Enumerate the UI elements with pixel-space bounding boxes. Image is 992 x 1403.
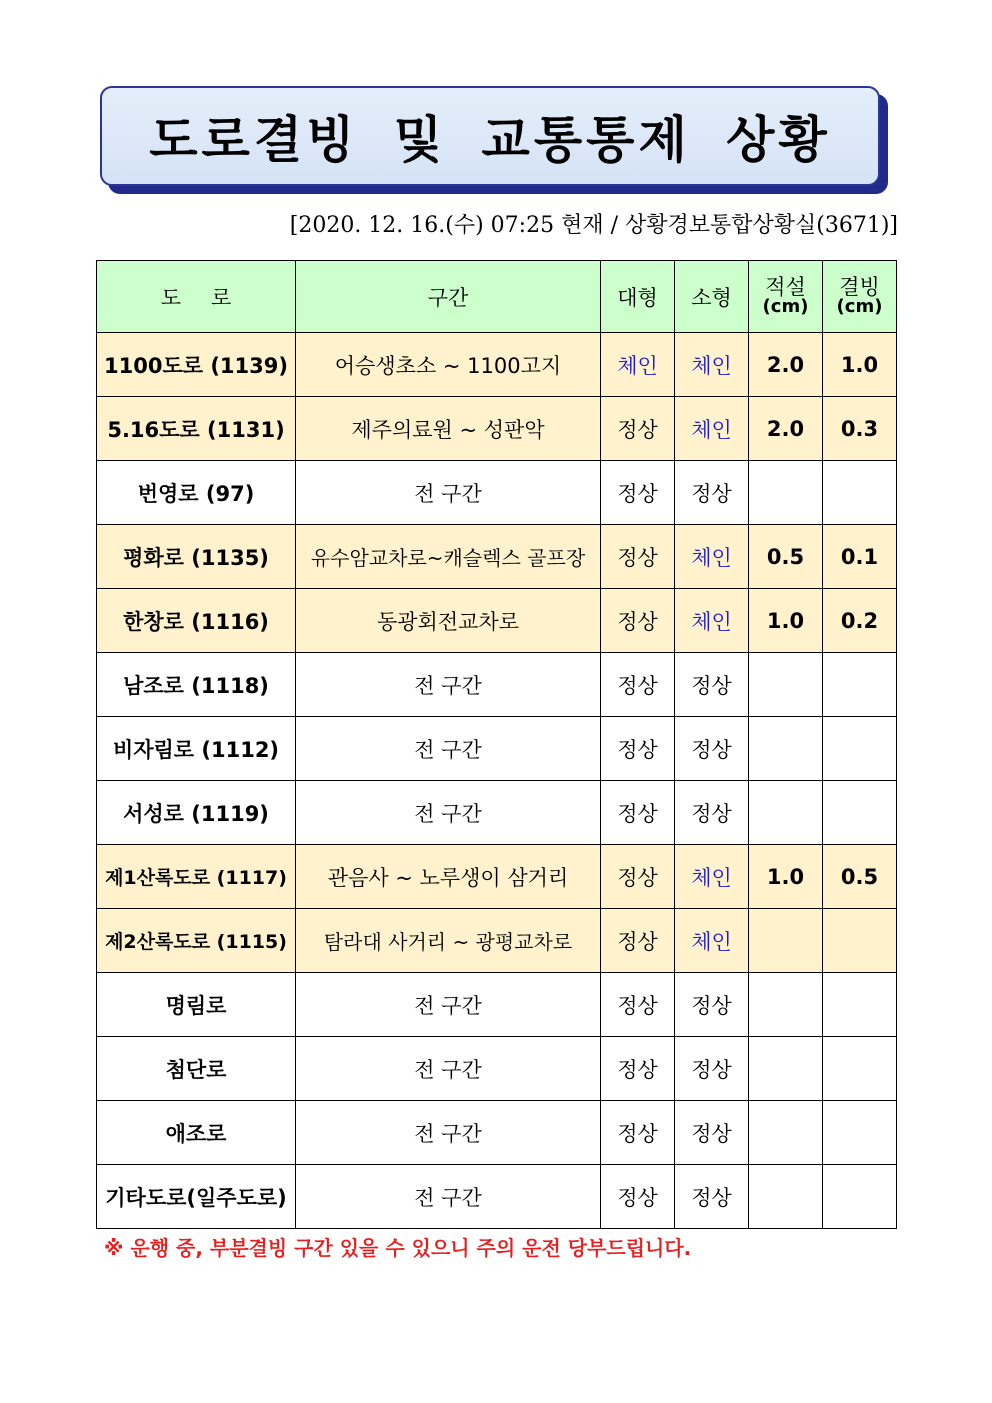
snow-depth	[749, 781, 823, 845]
road-section: 동광회전교차로	[296, 589, 601, 653]
large-vehicle-status: 정상	[601, 845, 675, 909]
table-row	[97, 973, 897, 1037]
road-name: 비자림로 (1112)	[97, 717, 296, 781]
road-name: 기타도로(일주도로)	[97, 1165, 296, 1229]
snow-depth	[749, 1165, 823, 1229]
small-vehicle-status: 정상	[675, 653, 749, 717]
large-vehicle-status: 정상	[601, 909, 675, 973]
small-vehicle-status: 정상	[675, 973, 749, 1037]
snow-depth: 1.0	[749, 845, 823, 909]
road-name: 평화로 (1135)	[97, 525, 296, 589]
large-vehicle-status: 체인	[601, 333, 675, 397]
table-row	[97, 781, 897, 845]
snow-depth	[749, 973, 823, 1037]
table-row	[97, 717, 897, 781]
table-row	[97, 1037, 897, 1101]
road-section: 관음사 ~ 노루생이 삼거리	[296, 845, 601, 909]
small-vehicle-status: 체인	[675, 525, 749, 589]
snow-depth: 2.0	[749, 333, 823, 397]
ice-depth: 1.0	[823, 333, 897, 397]
snow-depth	[749, 461, 823, 525]
snow-depth	[749, 909, 823, 973]
ice-depth	[823, 909, 897, 973]
small-vehicle-status: 정상	[675, 461, 749, 525]
snow-depth	[749, 653, 823, 717]
large-vehicle-status: 정상	[601, 973, 675, 1037]
road-section: 유수암교차로~캐슬렉스 골프장	[296, 525, 601, 589]
ice-depth: 0.1	[823, 525, 897, 589]
road-section: 전 구간	[296, 653, 601, 717]
small-vehicle-status: 체인	[675, 909, 749, 973]
ice-depth	[823, 717, 897, 781]
table-row	[97, 1165, 897, 1229]
ice-depth	[823, 781, 897, 845]
ice-depth: 0.3	[823, 397, 897, 461]
road-section: 제주의료원 ~ 성판악	[296, 397, 601, 461]
report-timestamp: [2020. 12. 16.(수) 07:25 현재 / 상황경보통합상황실(3671)]	[289, 213, 898, 238]
small-vehicle-status: 체인	[675, 589, 749, 653]
header-snow-label: 적설	[765, 275, 806, 299]
title-box	[100, 86, 880, 186]
table-row	[97, 1101, 897, 1165]
road-name: 남조로 (1118)	[97, 653, 296, 717]
road-name: 첨단로	[97, 1037, 296, 1101]
table-row	[97, 909, 897, 973]
ice-depth: 0.2	[823, 589, 897, 653]
road-section: 전 구간	[296, 1165, 601, 1229]
header-snow	[749, 261, 823, 333]
large-vehicle-status: 정상	[601, 397, 675, 461]
snow-depth	[749, 1037, 823, 1101]
ice-depth: 0.5	[823, 845, 897, 909]
large-vehicle-status: 정상	[601, 781, 675, 845]
table-row	[97, 397, 897, 461]
road-section: 전 구간	[296, 781, 601, 845]
table-row	[97, 589, 897, 653]
ice-depth	[823, 653, 897, 717]
header-snow-unit: (cm)	[762, 296, 809, 317]
large-vehicle-status: 정상	[601, 589, 675, 653]
header-section: 구간	[296, 261, 601, 333]
large-vehicle-status: 정상	[601, 461, 675, 525]
snow-depth	[749, 717, 823, 781]
road-status-table	[96, 260, 897, 1229]
road-section: 전 구간	[296, 1037, 601, 1101]
small-vehicle-status: 정상	[675, 781, 749, 845]
small-vehicle-status: 정상	[675, 1037, 749, 1101]
ice-depth	[823, 973, 897, 1037]
road-name: 5.16도로 (1131)	[97, 397, 296, 461]
table-row	[97, 333, 897, 397]
small-vehicle-status: 정상	[675, 717, 749, 781]
table-row	[97, 653, 897, 717]
small-vehicle-status: 정상	[675, 1101, 749, 1165]
table-row	[97, 461, 897, 525]
road-name: 제1산록도로 (1117)	[97, 845, 296, 909]
snow-depth: 0.5	[749, 525, 823, 589]
header-ice	[823, 261, 897, 333]
snow-depth: 2.0	[749, 397, 823, 461]
ice-depth	[823, 1165, 897, 1229]
road-section: 전 구간	[296, 717, 601, 781]
table-header-row	[97, 261, 897, 333]
large-vehicle-status: 정상	[601, 1101, 675, 1165]
header-large: 대형	[601, 261, 675, 333]
page-title: 도로결빙 및 교통통제 상황	[149, 111, 831, 169]
road-section: 전 구간	[296, 1101, 601, 1165]
small-vehicle-status: 체인	[675, 333, 749, 397]
large-vehicle-status: 정상	[601, 717, 675, 781]
ice-depth	[823, 1037, 897, 1101]
small-vehicle-status: 체인	[675, 845, 749, 909]
large-vehicle-status: 정상	[601, 525, 675, 589]
ice-depth	[823, 1101, 897, 1165]
road-name: 서성로 (1119)	[97, 781, 296, 845]
road-section: 전 구간	[296, 461, 601, 525]
header-ice-label: 결빙	[839, 275, 880, 299]
large-vehicle-status: 정상	[601, 653, 675, 717]
title-banner	[100, 86, 880, 190]
small-vehicle-status: 체인	[675, 397, 749, 461]
road-name: 제2산록도로 (1115)	[97, 909, 296, 973]
caution-note: ※ 운행 중, 부분결빙 구간 있을 수 있으니 주의 운전 당부드립니다.	[104, 1236, 692, 1260]
road-section: 어승생초소 ~ 1100고지	[296, 333, 601, 397]
header-small: 소형	[675, 261, 749, 333]
header-road: 도로	[97, 261, 296, 333]
small-vehicle-status: 정상	[675, 1165, 749, 1229]
table-row	[97, 525, 897, 589]
road-name: 명림로	[97, 973, 296, 1037]
snow-depth: 1.0	[749, 589, 823, 653]
snow-depth	[749, 1101, 823, 1165]
road-name: 1100도로 (1139)	[97, 333, 296, 397]
large-vehicle-status: 정상	[601, 1037, 675, 1101]
road-section: 전 구간	[296, 973, 601, 1037]
header-ice-unit: (cm)	[836, 296, 883, 317]
table-row	[97, 845, 897, 909]
road-name: 한창로 (1116)	[97, 589, 296, 653]
road-name: 애조로	[97, 1101, 296, 1165]
ice-depth	[823, 461, 897, 525]
road-name: 번영로 (97)	[97, 461, 296, 525]
road-section: 탐라대 사거리 ~ 광평교차로	[296, 909, 601, 973]
large-vehicle-status: 정상	[601, 1165, 675, 1229]
